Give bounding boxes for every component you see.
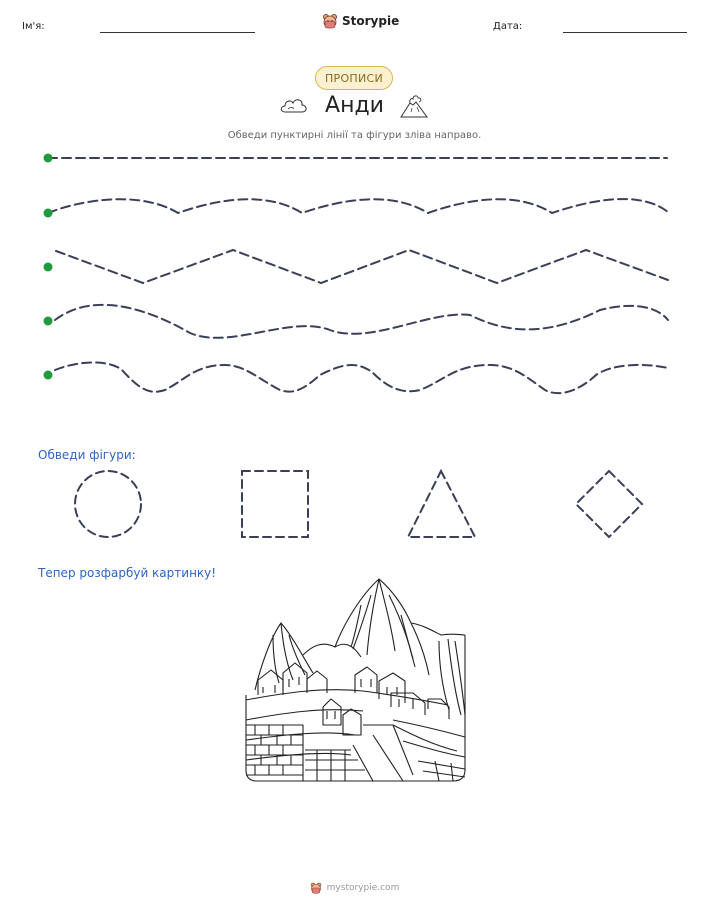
coloring-section-label: Тепер розфарбуй картинку! (38, 566, 217, 580)
tracing-shape-circle[interactable] (75, 471, 141, 537)
name-label: Ім'я: (22, 21, 45, 32)
tracing-shape-square[interactable] (242, 471, 308, 537)
worksheet-badge: ПРОПИСИ (315, 66, 393, 90)
brand-name: Storypie (342, 14, 400, 28)
date-field-line[interactable] (563, 32, 687, 33)
start-dot (44, 263, 53, 272)
tracing-shape-triangle[interactable] (408, 471, 475, 537)
start-dot (44, 154, 53, 163)
tracing-shapes-area (0, 465, 709, 545)
tracing-line-wave-1[interactable] (48, 199, 668, 213)
brand-logo (322, 13, 399, 29)
tracing-line-zigzag[interactable] (56, 250, 668, 283)
instructions-text: Обведи пунктирні лінії та фігури зліва направо. (227, 130, 482, 141)
page-title: Анди (325, 93, 384, 118)
volcano-icon (399, 90, 429, 120)
tracing-shape-diamond[interactable] (576, 471, 642, 537)
date-label: Дата: (493, 21, 523, 32)
name-field-line[interactable] (100, 32, 255, 33)
bear-logo-icon (322, 13, 338, 29)
start-dot (44, 317, 53, 326)
tracing-lines-area (0, 140, 709, 400)
start-dot (44, 209, 53, 218)
shapes-section-label: Обведи фігури: (38, 448, 136, 462)
footer-url[interactable]: mystorypie.com (326, 883, 400, 893)
tracing-line-wave-2[interactable] (55, 305, 668, 338)
footer (0, 882, 709, 894)
tracing-line-wave-3[interactable] (55, 363, 668, 394)
machu-picchu-coloring-picture[interactable] (243, 575, 467, 783)
bear-logo-icon (310, 882, 322, 894)
start-dot (44, 371, 53, 380)
